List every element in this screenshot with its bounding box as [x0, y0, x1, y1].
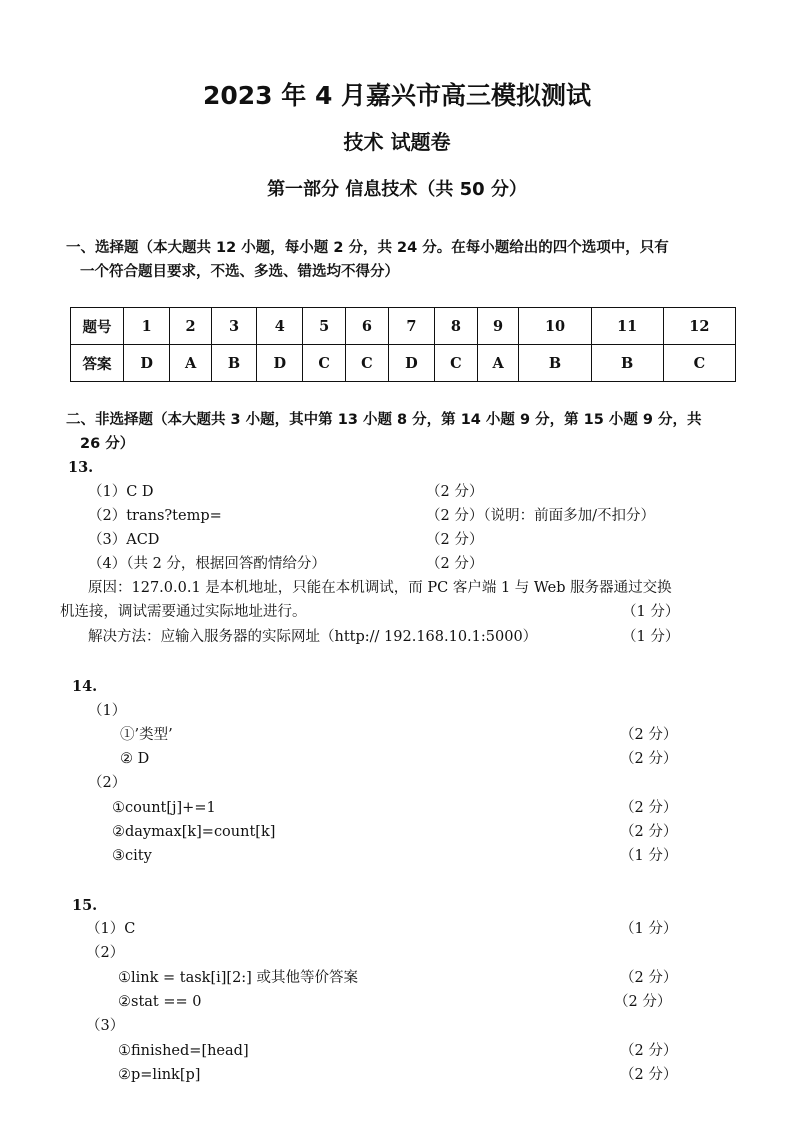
q13-number: 13.	[68, 459, 94, 476]
q13-answer-4: （4）（共 2 分，根据回答酌情给分）	[88, 556, 326, 572]
table-cell: D	[388, 345, 434, 382]
q15-answer-2: ②stat == 0	[118, 994, 202, 1010]
q14-answer-3: ①count[j]+=1	[112, 800, 216, 816]
table-cell: C	[346, 345, 389, 382]
page-subtitle: 技术 试题卷	[343, 130, 451, 154]
q13-answer-2: （2）trans?temp=	[88, 508, 222, 524]
q15-part-1: （1）C	[86, 921, 136, 937]
q14-answer-5: ③city	[112, 848, 152, 864]
table-cell: B	[591, 345, 663, 382]
q15-part-2: （2）	[86, 945, 125, 961]
q13-score-3: （2 分）	[426, 532, 484, 548]
q13-score-4: （2 分）	[426, 556, 484, 572]
table-cell: 11	[591, 308, 663, 345]
q15-answer-4: ②p=link[p]	[118, 1067, 201, 1083]
section1-line2: 一个符合题目要求，不选、多选、错选均不得分）	[80, 264, 399, 280]
table-cell: D	[257, 345, 303, 382]
q13-score-6: （1 分）	[622, 629, 680, 645]
table-row	[71, 308, 736, 345]
q14-score-4: （2 分）	[620, 824, 678, 840]
q15-answer-1: ①link = task[i][2:] 或其他等价答案	[118, 970, 358, 986]
q14-number: 14.	[72, 678, 98, 695]
q14-score-3: （2 分）	[620, 800, 678, 816]
q15-score-5: （2 分）	[620, 1067, 678, 1083]
table-cell: A	[477, 345, 519, 382]
q15-answer-3: ①finished=[head]	[118, 1043, 249, 1059]
q14-part-2: （2）	[88, 775, 127, 791]
table-cell: 2	[170, 308, 212, 345]
q13-reason-line2: 机连接，调试需要通过实际地址进行。	[60, 604, 307, 620]
answer-table	[70, 307, 736, 382]
q15-score-1: （1 分）	[620, 921, 678, 937]
q13-solution: 解决方法：应输入服务器的实际网址（http:// 192.168.10.1:5000）	[88, 629, 538, 645]
page-title: 2023 年 4 月嘉兴市高三模拟测试	[202, 81, 592, 110]
q14-score-1: （2 分）	[620, 727, 678, 743]
section2-line2: 26 分）	[80, 436, 135, 452]
q15-part-3: （3）	[86, 1018, 125, 1034]
table-cell: C	[435, 345, 478, 382]
table-cell: A	[170, 345, 212, 382]
q14-part-1: （1）	[88, 703, 127, 719]
table-cell: 10	[519, 308, 591, 345]
q14-answer-1: ①’类型’	[120, 727, 173, 743]
q13-answer-3: （3）ACD	[88, 532, 160, 548]
q14-score-2: （2 分）	[620, 751, 678, 767]
q15-score-3: （2 分）	[614, 994, 672, 1010]
table-cell: 9	[477, 308, 519, 345]
q14-answer-4: ②daymax[k]=count[k]	[112, 824, 276, 840]
q14-answer-2: ② D	[120, 751, 150, 767]
table-cell: B	[519, 345, 591, 382]
q13-score-2: （2 分）（说明：前面多加/不扣分）	[426, 508, 655, 524]
table-cell: C	[663, 345, 735, 382]
q15-score-4: （2 分）	[620, 1043, 678, 1059]
table-cell: B	[211, 345, 256, 382]
table-row	[71, 345, 736, 382]
q13-reason-line1: 原因：127.0.0.1 是本机地址，只能在本机调试，而 PC 客户端 1 与 Web 服务器通过交换	[88, 580, 672, 596]
q14-score-5: （1 分）	[620, 848, 678, 864]
q13-score-5: （1 分）	[622, 604, 680, 620]
table-cell: D	[124, 345, 170, 382]
table-cell: 3	[211, 308, 256, 345]
q15-number: 15.	[72, 897, 98, 914]
table-cell: 8	[435, 308, 478, 345]
table-header-cell: 题号	[71, 308, 124, 345]
table-header-cell: 答案	[71, 345, 124, 382]
table-cell: 6	[346, 308, 389, 345]
table-cell: 5	[303, 308, 346, 345]
q13-score-1: （2 分）	[426, 484, 484, 500]
table-cell: 1	[124, 308, 170, 345]
table-cell: 4	[257, 308, 303, 345]
table-cell: 7	[388, 308, 434, 345]
q15-score-2: （2 分）	[620, 970, 678, 986]
section1-line1: 一、选择题（本大题共 12 小题，每小题 2 分，共 24 分。在每小题给出的四个选项中，只有	[66, 240, 669, 256]
table-cell: 12	[663, 308, 735, 345]
section2-line1: 二、非选择题（本大题共 3 小题，其中第 13 小题 8 分，第 14 小题 9 分，第 15 小题 9 分，共	[66, 412, 702, 428]
part-heading: 第一部分 信息技术（共 50 分）	[267, 179, 527, 200]
table-cell: C	[303, 345, 346, 382]
q13-answer-1: （1）C D	[88, 484, 154, 500]
